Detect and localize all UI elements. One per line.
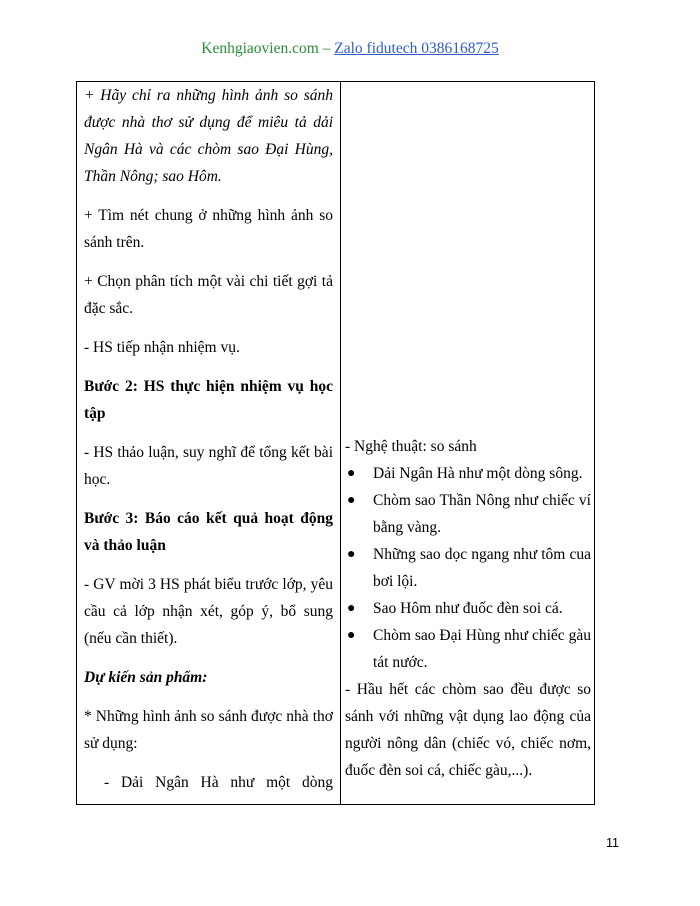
- task-question-3: + Chọn phân tích một vài chi tiết gợi tả đặc sắc.: [84, 273, 333, 317]
- left-column: [84, 82, 333, 808]
- site-name: Kenhgiaovien.com: [201, 40, 319, 57]
- comparison-intro: * Những hình ảnh so sánh được nhà thơ sử dụng:: [84, 708, 333, 752]
- bullet-icon: ●: [347, 466, 356, 481]
- comparison-list: [345, 460, 591, 676]
- bullet-icon: ●: [347, 493, 356, 508]
- task-question-1: + Hãy chỉ ra những hình ảnh so sánh được nhà thơ sử dụng để miêu tả dải Ngân Hà và các chòm sao Đại Hùng, Thần Nông; sao Hôm.: [84, 87, 333, 185]
- list-item: ● Dải Ngân Hà như một dòng sông.: [345, 460, 591, 487]
- page-number: 11: [606, 836, 619, 850]
- header-dash: –: [318, 40, 335, 57]
- step-2-heading: Bước 2: HS thực hiện nhiệm vụ học tập: [84, 378, 333, 422]
- column-divider: [340, 82, 341, 804]
- comparison-item: - Dải Ngân Hà như một dòng: [104, 774, 333, 791]
- step-3-heading: Bước 3: Báo cáo kết quả hoạt động và thảo luận: [84, 510, 333, 554]
- bullet-icon: ●: [347, 547, 356, 562]
- expected-product-heading: Dự kiến sản phẩm:: [84, 669, 208, 686]
- zalo-link[interactable]: Zalo fidutech 0386168725: [334, 40, 499, 57]
- list-item: ● Những sao dọc ngang như tôm cua bơi lội.: [345, 541, 591, 595]
- right-column: [345, 433, 591, 784]
- art-technique: - Nghệ thuật: so sánh: [345, 438, 477, 455]
- list-item: ● Chòm sao Thần Nông như chiếc ví bằng vàng.: [345, 487, 591, 541]
- task-question-2: + Tìm nét chung ở những hình ảnh so sánh trên.: [84, 207, 333, 251]
- page-header: [0, 40, 700, 58]
- step-2-text: - HS thảo luận, suy nghĩ để tổng kết bài học.: [84, 444, 333, 488]
- task-receive: - HS tiếp nhận nhiệm vụ.: [84, 339, 240, 356]
- bullet-icon: ●: [347, 601, 356, 616]
- lesson-table: [76, 81, 595, 805]
- bullet-icon: ●: [347, 628, 356, 643]
- list-item: ● Sao Hôm như đuốc đèn soi cá.: [345, 595, 591, 622]
- list-item: ● Chòm sao Đại Hùng như chiếc gàu tát nước.: [345, 622, 591, 676]
- summary-text: - Hầu hết các chòm sao đều được so sánh với những vật dụng lao động của người nông dân (chiếc vó, chiếc nơm, đuốc đèn soi cá, chiếc gàu,...).: [345, 681, 591, 779]
- step-3-text: - GV mời 3 HS phát biểu trước lớp, yêu cầu cả lớp nhận xét, góp ý, bổ sung (nếu cần thiết).: [84, 576, 333, 647]
